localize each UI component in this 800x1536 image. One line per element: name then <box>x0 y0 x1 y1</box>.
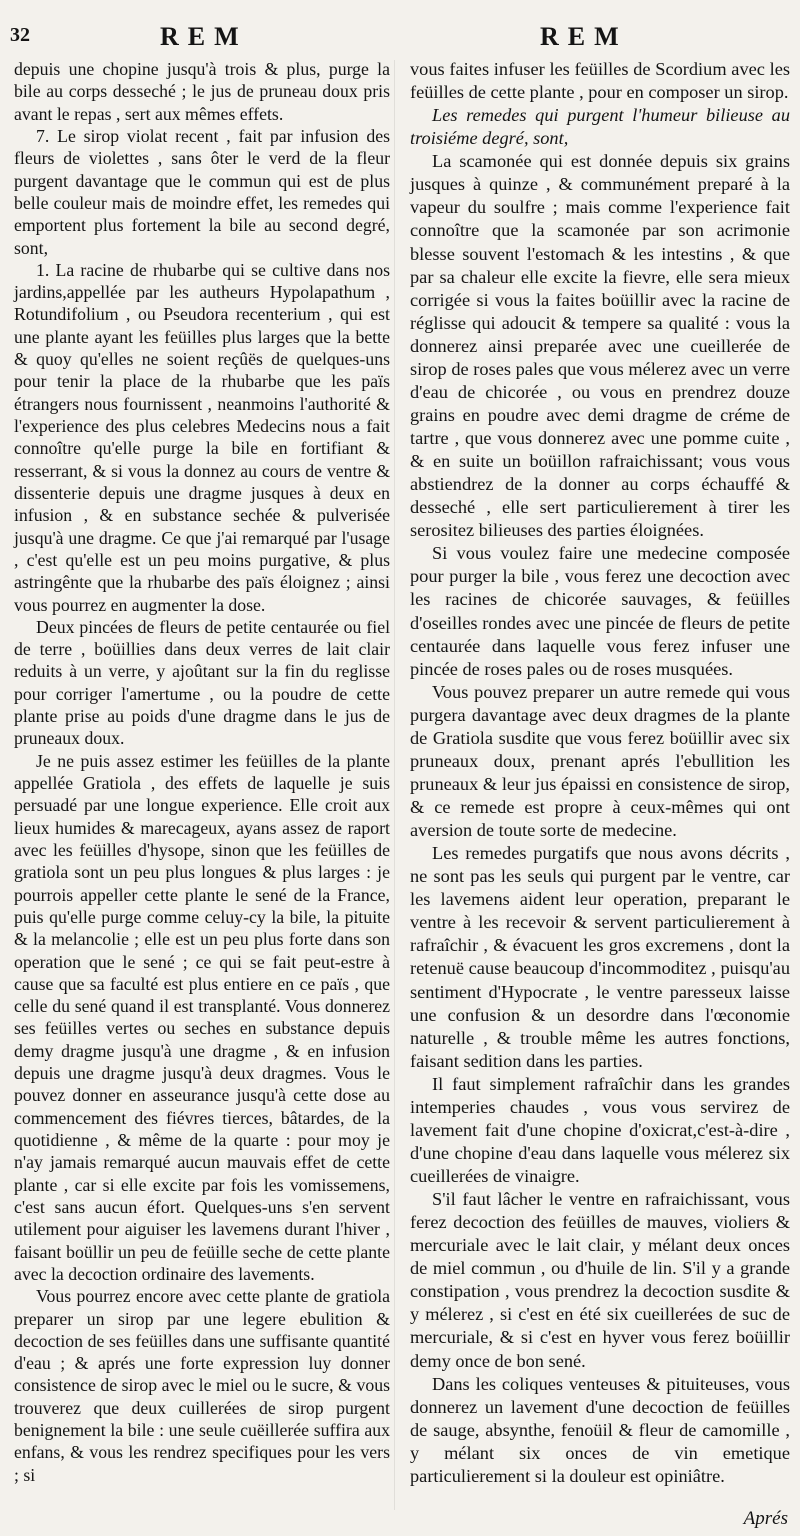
paragraph: Il faut simplement rafraîchir dans les grandes intemperies chaudes , vous vous servirez de lavement fait d'une chopine d'oxicrat,c'est-à-dire , d'une chopine d'eau dans laquelle vous mélerez six cueillerées de vinaigre. <box>410 1073 790 1186</box>
running-head-left: REM <box>160 22 248 51</box>
paragraph: Vous pourrez encore avec cette plante de gratiola preparer un sirop par une legere ebulition & decoction de ses feüilles dans une suffisante quantité d'eau ; & aprés une forte expression luy donner consistence de sirop avec le miel ou le sucre, & vous trouverez que deux cuillerées de sirop purgent benignement la bile : une seule cuëillerée suffira aux enfans, & vous les rendrez specifiques pour les vers ; si <box>14 1286 390 1485</box>
left-column <box>14 58 390 1486</box>
catchword: Aprés <box>743 1508 788 1529</box>
page-number: 32 <box>10 24 30 46</box>
paragraph: depuis une chopine jusqu'à trois & plus, purge la bile au corps desseché ; le jus de pruneau doux pris avant le repas , sert aux mêmes effets. <box>14 59 390 124</box>
paragraph: 1. La racine de rhubarbe qui se cultive dans nos jardins,appellée par les autheurs Hypolapathum , Rotundifolium , ou Pseudora recenterium , qui est une plante ayant les feüilles plus larges que la bette & quoy qu'elles ne soient reçûës de quelques-uns pour tenir la place de la rhubarbe que les païs étrangers nous fournissent , neanmoins l'authorité & l'experience des plus celebres Medecins nous a fait connoître qu'elle purge la bile en fortifiant & resserrant, & si vous la donnez au cours de ventre & dissenterie depuis une dragme jusques à deux en infusion , & en substance sechée & pulverisée jusqu'à une dragme. Ce que j'ai remarqué par l'usage , c'est qu'elle est un peu moins purgative, & plus astringênte que la rhubarbe des païs éloignez ; ainsi vous pourrez en augmenter la dose. <box>14 259 390 615</box>
paragraph: vous faites infuser les feüilles de Scordium avec les feüilles de cette plante , pour en composer un sirop. <box>410 59 790 103</box>
section-heading: Les remedes qui purgent l'humeur bilieuse au troisiéme degré, sont, <box>410 105 790 149</box>
paragraph: Les remedes purgatifs que nous avons décrits , ne sont pas les seuls qui purgent par le ventre, car les lavemens aident leur operation, preparant le ventre à les recevoir & servent particulierement à rafraîchir , & évacuent les gros excremens , dont la retenuë cause beaucoup d'incommoditez , puisqu'au sentiment d'Hypocrate , le ventre paresseux laisse une confusion & un desordre dans l'œconomie naturelle , & trouble même les autres fonctions, faisant sedition dans les parties. <box>410 843 790 1071</box>
column-gutter <box>394 60 395 1510</box>
running-head-right: REM <box>540 22 628 51</box>
right-column <box>410 58 790 1488</box>
paragraph: Je ne puis assez estimer les feüilles de la plante appellée Gratiola , des effets de laquelle je suis persuadé par une longue experience. Elle croit aux lieux humides & marecageux, ayans assez de raport avec les feüilles d'hysope, sinon que les feüilles de gratiola sont un peu plus longues & plus larges : je pourrois appeller cette plante le sené de la France, puis qu'elle purge comme celuy-cy la bile, la pituite & la melancolie ; elle est un peu plus forte dans son operation que le sené ; ce qui se fait peut-estre à cause que sa faculté est plus entiere en ce païs , que celle du sené quand il est transplanté. Vous donnerez ses feüilles vertes ou seches en substance depuis demy dragme jusqu'à une dragme , & en infusion depuis une dragme jusqu'à deux dragmes. Vous le pouvez donner en asseurance jusqu'à cette dose au commencement des fiévres tierces, bâtardes, de la quotidienne , & même de la quarte : pour moy je n'ay jamais remarqué aucun mauvais effet de cette plante , car si elle excite par fois les vomissemens, c'est sans aucun éfort. Quelques-uns s'en servent utilement pour aiguiser les lavemens durant l'hiver , faisant boüllir un peu de feüille seche de cette plante avec la decoction ordinaire des lavements. <box>14 750 390 1284</box>
paragraph: Vous pouvez preparer un autre remede qui vous purgera davantage avec deux dragmes de la plante de Gratiola susdite que vous ferez boüillir avec six pruneaux doux, prenant aprés l'ebullition les pruneaux & leur jus épaissi en consistence de sirop, & ce remede est propre à ceux-mêmes qui ont aversion de toute sorte de medecine. <box>410 681 790 841</box>
paragraph: 7. Le sirop violat recent , fait par infusion des fleurs de violettes , sans ôter le verd de la fleur purgent davantage que le commun qui est de plus belle couleur mais de moindre effet, les remedes qui emportent plus fortement la bile au second degré, sont, <box>14 125 390 258</box>
paragraph: Si vous voulez faire une medecine composée pour purger la bile , vous ferez une decoction avec les racines de chicorée sauvages, & feüilles d'oseilles rondes avec une pincée de fleurs de petite centaurée dans laquelle vous ferez infuser une pincée de roses pales ou de roses musquées. <box>410 543 790 679</box>
paragraph: S'il faut lâcher le ventre en rafraichissant, vous ferez decoction des feüilles de mauves, violiers & mercuriale avec le lait clair, y mélant deux onces de miel commun , ou d'huile de lin. S'il y a grande constipation , vous prendrez la decoction susdite & y mélerez , si c'est en été six cueillerées de suc de mercuriale, & si c'est en hyver vous ferez boüillir demy once de bon sené. <box>410 1189 790 1371</box>
paragraph: La scamonée qui est donnée depuis six grains jusques à quinze , & communément preparé à la vapeur du soulfre ; mais comme l'experience fait connoître que la scamonée par son acrimonie blesse souvent l'estomach & les intestins , & que par sa chaleur elle excite la fievre, elle sera mieux corrigée si vous la faites boüillir avec la racine de réglisse qui adoucit & tempere sa qualité : vous la donnerez ainsi preparée avec une cueillerée de sirop de roses pales que vous mélerez avec un verre d'eau de chicorée , ou vous en prendrez douze grains en poudre avec demi dragme de créme de tartre , que vous donnerez avec une pomme cuite , & en suite un boüillon rafraichissant; vous vous abstiendrez de la donner au corps échauffé & desseché , elle sert particulierement à tirer les serositez bilieuses des parties éloignées. <box>410 151 790 541</box>
paragraph: Dans les coliques venteuses & pituiteuses, vous donnerez un lavement d'une decoction de feüilles de sauge, absynthe, fenoüil & fleur de camomille , y mélant six onces de vin emetique particulierement si la douleur est opiniâtre. <box>410 1373 790 1486</box>
paragraph: Deux pincées de fleurs de petite centaurée ou fiel de terre , boüillies dans deux verres de lait clair reduits à un verre, y ajoûtant sur la fin du reglisse pour corriger l'amertume , ou la poudre de cette plante prise au poids d'une dragme dans le jus de pruneaux doux. <box>14 616 390 749</box>
